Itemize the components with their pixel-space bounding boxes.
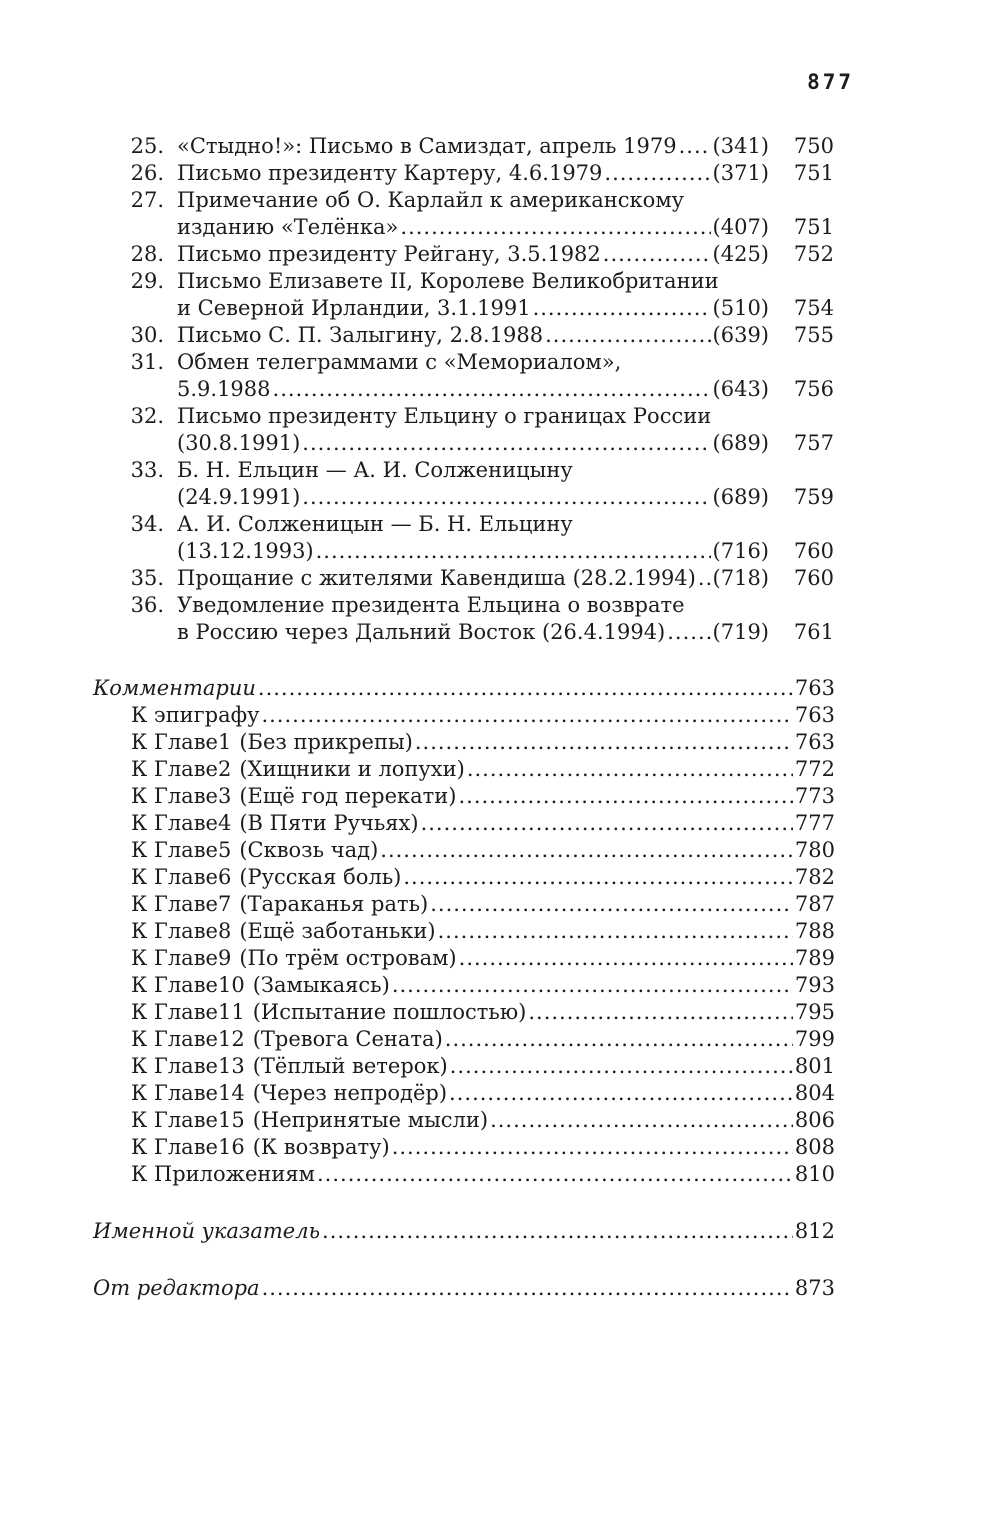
commentary-item	[131, 1107, 835, 1134]
dot-leader	[445, 1026, 793, 1053]
commentary-page: 808	[794, 1135, 835, 1159]
commentary-label: К Приложениям	[131, 1162, 315, 1186]
chapter-number: 14	[217, 1081, 245, 1105]
entry-title: Б. Н. Ельцин — А. И. Солженицыну	[177, 458, 573, 482]
commentary-page: 789	[794, 946, 835, 970]
dot-leader	[604, 160, 710, 187]
entry-title: Письмо президенту Рейгану, 3.5.1982	[177, 242, 601, 266]
toc-entry-line	[177, 241, 769, 268]
commentary-page: 772	[794, 757, 835, 781]
toc-entry-line	[177, 133, 769, 160]
commentary-item	[131, 756, 835, 783]
entry-title: Письмо С. П. Залыгину, 2.8.1988	[177, 323, 544, 347]
section-page: 873	[794, 1276, 835, 1300]
chapter-title: (Через непродёр)	[252, 1081, 448, 1105]
chapter-number: 12	[217, 1027, 245, 1051]
entry-ref: (643)	[712, 377, 769, 401]
entry-page: 761	[793, 620, 834, 644]
chapter-number: 3	[217, 784, 232, 808]
dot-leader	[528, 999, 793, 1026]
entry-number: 31.	[130, 350, 164, 374]
commentary-label: К Главе	[131, 1054, 218, 1078]
entry-title: А. И. Солженицын — Б. Н. Ельцину	[177, 512, 573, 536]
chapter-title: (Русская боль)	[239, 865, 402, 889]
dot-leader	[545, 322, 710, 349]
name-index-entry	[93, 1218, 835, 1245]
dot-leader	[450, 1053, 793, 1080]
chapter-title: (Испытание пошлостью)	[252, 1000, 527, 1024]
section-title: Комментарии	[93, 676, 256, 700]
entry-number: 33.	[130, 458, 164, 482]
toc-entry-line	[177, 295, 769, 322]
entry-number: 29.	[130, 269, 164, 293]
commentary-page: 801	[794, 1054, 835, 1078]
entry-title: (24.9.1991)	[177, 485, 301, 509]
entry-page: 751	[793, 161, 834, 185]
entry-number: 34.	[130, 512, 164, 536]
chapter-title: (Хищники и лопухи)	[239, 757, 465, 781]
dot-leader	[449, 1080, 793, 1107]
commentary-label: К Главе	[131, 757, 218, 781]
toc-entry-line	[177, 457, 769, 484]
toc-entry-line	[177, 160, 769, 187]
toc-entry-line	[177, 376, 769, 403]
commentary-label: К Главе	[131, 1000, 218, 1024]
entry-ref: (341)	[712, 134, 769, 158]
toc-entry-line	[177, 484, 769, 511]
commentary-label: К Главе	[131, 811, 218, 835]
entry-title: Примечание об О. Карлайл к американскому	[177, 188, 685, 212]
entry-page: 760	[793, 539, 834, 563]
commentary-label: К Главе	[131, 1027, 218, 1051]
entry-ref: (639)	[712, 323, 769, 347]
dot-leader	[458, 783, 792, 810]
chapter-title: (К возврату)	[252, 1135, 390, 1159]
commentary-item	[131, 972, 835, 999]
commentary-label: К Главе	[131, 973, 218, 997]
chapter-number: 13	[217, 1054, 245, 1078]
dot-leader	[400, 214, 710, 241]
chapter-title: (Тревога Сената)	[252, 1027, 443, 1051]
chapter-title: (Непринятые мысли)	[252, 1108, 489, 1132]
commentary-page: 795	[794, 1000, 835, 1024]
entry-number: 28.	[130, 242, 164, 266]
entry-title: Письмо президенту Картеру, 4.6.1979	[177, 161, 603, 185]
section-title: От редактора	[93, 1276, 260, 1300]
dot-leader	[392, 972, 793, 999]
dot-leader	[316, 538, 711, 565]
entry-title: в Россию через Дальний Восток (26.4.1994)	[177, 620, 666, 644]
chapter-number: 10	[217, 973, 245, 997]
commentary-item	[131, 783, 835, 810]
entry-number: 26.	[130, 161, 164, 185]
dot-leader	[392, 1134, 793, 1161]
entry-ref: (689)	[712, 431, 769, 455]
chapter-title: (По трём островам)	[239, 946, 457, 970]
commentary-label: К Главе	[131, 730, 218, 754]
toc-entry-line	[177, 619, 769, 646]
commentary-page: 788	[794, 919, 835, 943]
chapter-title: (Тараканья рать)	[239, 892, 429, 916]
dot-leader	[438, 918, 793, 945]
entry-title: Письмо президенту Ельцину о границах России	[177, 404, 712, 428]
dot-leader	[421, 810, 793, 837]
chapter-title: (Сквозь чад)	[239, 838, 379, 862]
commentary-label: К Главе	[131, 784, 218, 808]
entry-ref: (689)	[712, 485, 769, 509]
dot-leader	[415, 729, 793, 756]
entry-page: 754	[793, 296, 834, 320]
entry-ref: (716)	[712, 539, 769, 563]
commentary-item	[131, 864, 835, 891]
commentary-item	[131, 729, 835, 756]
dot-leader	[679, 133, 711, 160]
entry-number: 27.	[130, 188, 164, 212]
chapter-number: 7	[217, 892, 232, 916]
entry-number: 25.	[130, 134, 164, 158]
commentary-label: К Главе	[131, 1108, 218, 1132]
chapter-title: (Ещё заботаньки)	[239, 919, 436, 943]
entry-page: 750	[793, 134, 834, 158]
entry-title: (13.12.1993)	[177, 539, 314, 563]
entry-number: 36.	[130, 593, 164, 617]
entry-ref: (371)	[712, 161, 769, 185]
dot-leader	[403, 864, 793, 891]
dot-leader	[380, 837, 793, 864]
chapter-number: 9	[217, 946, 232, 970]
entry-ref: (407)	[712, 215, 769, 239]
entry-title: Обмен телеграммами с «Мемориалом»,	[177, 350, 622, 374]
chapter-number: 8	[217, 919, 232, 943]
chapter-number: 2	[217, 757, 232, 781]
commentary-label: К эпиграфу	[131, 703, 260, 727]
chapter-title: (Ещё год перекати)	[239, 784, 457, 808]
dot-leader	[302, 430, 710, 457]
commentary-page: 782	[794, 865, 835, 889]
commentary-page: 793	[794, 973, 835, 997]
commentary-item	[131, 999, 835, 1026]
commentary-label: К Главе	[131, 838, 218, 862]
toc-entry-line	[177, 403, 769, 430]
dot-leader	[490, 1107, 793, 1134]
commentary-page: 777	[794, 811, 835, 835]
chapter-number: 16	[217, 1135, 245, 1159]
section-page: 763	[794, 676, 835, 700]
commentary-page: 763	[794, 730, 835, 754]
dot-leader	[430, 891, 793, 918]
editor-note-entry	[93, 1275, 835, 1302]
commentary-page: 804	[794, 1081, 835, 1105]
chapter-title: (Тёплый ветерок)	[252, 1054, 448, 1078]
entry-ref: (719)	[712, 620, 769, 644]
entry-number: 30.	[130, 323, 164, 347]
entry-page: 751	[793, 215, 834, 239]
commentary-page: 799	[794, 1027, 835, 1051]
toc-entry-line	[177, 187, 769, 214]
dot-leader	[273, 376, 711, 403]
commentary-label: К Главе	[131, 946, 218, 970]
toc-entry-line	[177, 268, 769, 295]
toc-entry-line	[177, 349, 769, 376]
commentary-item	[131, 1080, 835, 1107]
entry-title: и Северной Ирландии, 3.1.1991	[177, 296, 531, 320]
chapter-number: 5	[217, 838, 232, 862]
toc-entry-line	[177, 565, 769, 592]
commentary-page: 763	[794, 703, 835, 727]
dot-leader	[667, 619, 710, 646]
commentary-item	[131, 945, 835, 972]
entry-number: 32.	[130, 404, 164, 428]
commentary-page: 780	[794, 838, 835, 862]
dot-leader	[322, 1218, 793, 1245]
chapter-title: (Замыкаясь)	[252, 973, 390, 997]
commentary-label: К Главе	[131, 1081, 218, 1105]
entry-ref: (425)	[712, 242, 769, 266]
dot-leader	[603, 241, 711, 268]
page-number: 877	[807, 70, 854, 94]
commentary-page: 806	[794, 1108, 835, 1132]
commentary-item	[131, 1134, 835, 1161]
entry-page: 755	[793, 323, 834, 347]
entry-title: «Стыдно!»: Письмо в Самиздат, апрель 1979	[177, 134, 677, 158]
commentary-item	[131, 1026, 835, 1053]
commentary-item	[131, 837, 835, 864]
commentary-item	[131, 918, 835, 945]
entry-title: Прощание с жителями Кавендиша (28.2.1994)	[177, 566, 696, 590]
section-page: 812	[794, 1219, 835, 1243]
entry-title: (30.8.1991)	[177, 431, 301, 455]
entry-title: 5.9.1988	[177, 377, 271, 401]
dot-leader	[459, 945, 793, 972]
dot-leader	[262, 1275, 793, 1302]
commentary-item	[131, 1161, 835, 1188]
entry-number: 35.	[130, 566, 164, 590]
entry-page: 752	[793, 242, 834, 266]
dot-leader	[258, 675, 793, 702]
chapter-number: 1	[217, 730, 232, 754]
entry-page: 760	[793, 566, 834, 590]
entry-ref: (510)	[712, 296, 769, 320]
commentary-heading	[93, 675, 835, 702]
commentary-item	[131, 810, 835, 837]
entry-page: 756	[793, 377, 834, 401]
chapter-title: (В Пяти Ручьях)	[239, 811, 419, 835]
chapter-number: 6	[217, 865, 232, 889]
dot-leader	[467, 756, 793, 783]
toc-entry-line	[177, 592, 769, 619]
commentary-page: 810	[794, 1162, 835, 1186]
entry-title: изданию «Телёнка»	[177, 215, 399, 239]
commentary-label: К Главе	[131, 1135, 218, 1159]
entry-page: 757	[793, 431, 834, 455]
toc-entry-line	[177, 322, 769, 349]
dot-leader	[533, 295, 711, 322]
chapter-number: 11	[217, 1000, 245, 1024]
commentary-page: 787	[794, 892, 835, 916]
commentary-label: К Главе	[131, 919, 218, 943]
toc-entry-line	[177, 511, 769, 538]
chapter-title: (Без прикрепы)	[239, 730, 413, 754]
entry-title: Письмо Елизавете II, Королеве Великобритании	[177, 269, 719, 293]
entry-title: Уведомление президента Ельцина о возврате	[177, 593, 685, 617]
dot-leader	[302, 484, 710, 511]
commentary-item	[131, 702, 835, 729]
dot-leader	[261, 702, 792, 729]
dot-leader	[317, 1161, 793, 1188]
commentary-page: 773	[794, 784, 835, 808]
chapter-number: 4	[217, 811, 232, 835]
commentary-item	[131, 891, 835, 918]
commentary-item	[131, 1053, 835, 1080]
toc-entry-line	[177, 214, 769, 241]
toc-entry-line	[177, 430, 769, 457]
entry-page: 759	[793, 485, 834, 509]
commentary-label: К Главе	[131, 892, 218, 916]
dot-leader	[698, 565, 711, 592]
section-title: Именной указатель	[93, 1219, 321, 1243]
toc-entry-line	[177, 538, 769, 565]
entry-ref: (718)	[712, 566, 769, 590]
chapter-number: 15	[217, 1108, 245, 1132]
commentary-label: К Главе	[131, 865, 218, 889]
